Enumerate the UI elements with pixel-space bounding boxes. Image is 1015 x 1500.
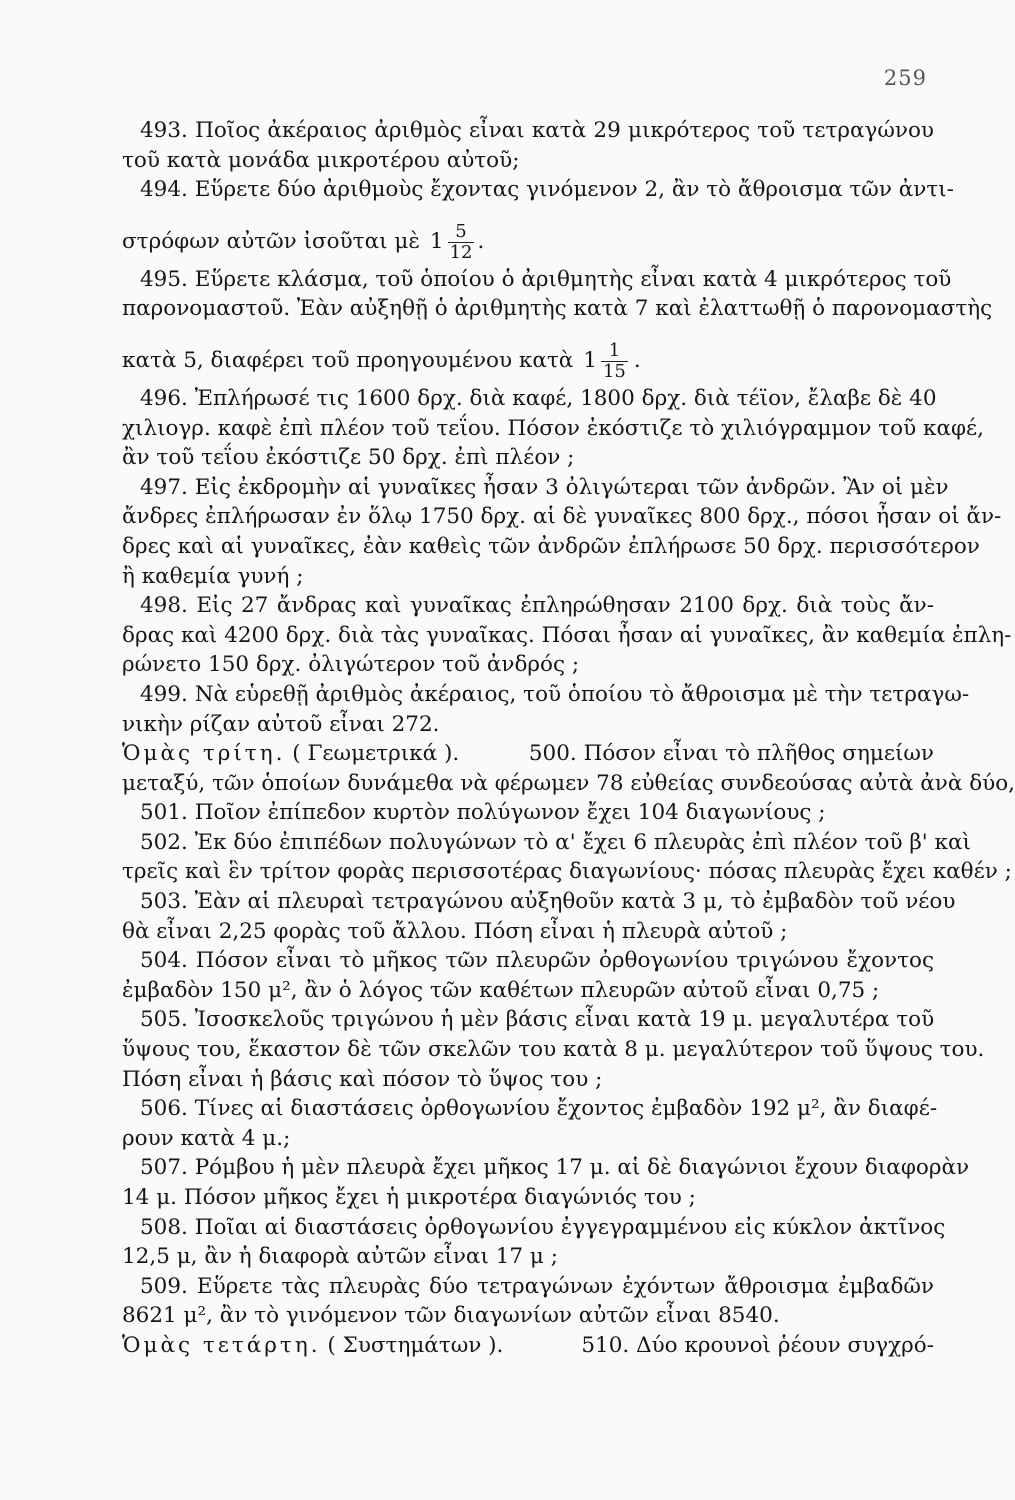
group-4-line-1 bbox=[122, 1331, 934, 1361]
problem-495-line-3 bbox=[122, 324, 934, 384]
mixed-number-whole: 1 bbox=[583, 348, 597, 374]
problem-498-line-1: 498. Εἰς 27 ἄνδρας καὶ γυναῖκας ἐπληρώθησαν 2100 δρχ. διὰ τοὺς ἄν- bbox=[140, 593, 934, 619]
mixed-number-whole: 1 bbox=[429, 229, 444, 255]
problem-508-line-2: 12,5 μ, ἂν ἡ διαφορὰ αὐτῶν εἶναι 17 μ ; bbox=[122, 1244, 558, 1270]
problem-509-line-2: 8621 μ², ἂν τὸ γινόμενον τῶν διαγωνίων αὐτῶν εἶναι 8540. bbox=[122, 1303, 780, 1329]
problem-507-line-1: 507. Ρόμβου ἡ μὲν πλευρὰ ἔχει μῆκος 17 μ. αἱ δὲ διαγώνιοι ἔχουν διαφορὰν bbox=[140, 1155, 970, 1181]
page-number: 259 bbox=[883, 66, 927, 90]
problem-497-line-3: δρες καὶ αἱ γυναῖκες, ἐὰν καθεὶς τῶν ἀνδρῶν ἐπλήρωσε 50 δρχ. περισσότερον bbox=[122, 533, 980, 559]
fraction bbox=[448, 222, 475, 263]
period: . bbox=[477, 229, 485, 255]
problem-500-line-1: 500. Πόσον εἶναι τὸ πλῆθος σημείων bbox=[528, 741, 934, 767]
problem-496-line-2: χιλιογρ. καφὲ ἐπὶ πλέον τοῦ τεΐου. Πόσον ἐκόστιζε τὸ χιλιόγραμμον τοῦ καφέ, bbox=[122, 415, 984, 441]
problem-504-line-1: 504. Πόσον εἶναι τὸ μῆκος τῶν πλευρῶν ὀρθογωνίου τριγώνου ἔχοντος bbox=[140, 948, 934, 974]
group-3-subtitle: ( Γεωμετρικά ). bbox=[292, 741, 460, 767]
problem-499-line-2: νικὴν ρίζαν αὐτοῦ εἶναι 272. bbox=[122, 711, 440, 737]
problem-493-line-2: τοῦ κατὰ μονάδα μικροτέρου αὐτοῦ; bbox=[122, 147, 520, 173]
problem-502-line-1: 502. Ἐκ δύο ἐπιπέδων πολυγώνων τὸ α' ἔχει 6 πλευρὰς ἐπὶ πλέον τοῦ β' καὶ bbox=[140, 829, 971, 855]
problem-493-line-1: 493. Ποῖος ἀκέραιος ἀριθμὸς εἶναι κατὰ 29 μικρότερος τοῦ τετραγώνου bbox=[140, 118, 934, 143]
problem-495-line-1: 495. Εὕρετε κλάσμα, τοῦ ὁποίου ὁ ἀριθμητὴς εἶναι κατὰ 4 μικρότερος τοῦ bbox=[140, 266, 952, 292]
problem-494-text: στρόφων αὐτῶν ἰσοῦται μὲ bbox=[122, 229, 420, 255]
group-3-heading: Ὁμὰς τρίτη. bbox=[122, 741, 286, 767]
problem-498-line-3: ρώνετο 150 δρχ. ὀλιγώτερον τοῦ ἀνδρός ; bbox=[122, 652, 580, 678]
problem-499-line-1: 499. Νὰ εὑρεθῇ ἀριθμὸς ἀκέραιος, τοῦ ὁποίου τὸ ἄθροισμα μὲ τὴν τετραγω- bbox=[140, 681, 970, 707]
fraction-numerator: 5 bbox=[455, 220, 467, 242]
fraction-numerator: 1 bbox=[608, 339, 621, 361]
problem-500-line-2: μεταξύ, τῶν ὁποίων δυνάμεθα νὰ φέρωμεν 78 εὐθείας συνδεούσας αὐτὰ ἀνὰ δύο, bbox=[122, 770, 1015, 796]
problem-497-line-1: 497. Εἰς ἐκδρομὴν αἱ γυναῖκες ἦσαν 3 ὀλιγώτεραι τῶν ἀνδρῶν. Ἂν οἱ μὲν bbox=[140, 474, 949, 500]
group-4-heading-wrap bbox=[122, 1331, 503, 1361]
problem-498-line-2: δρας καὶ 4200 δρχ. διὰ τὰς γυναῖκας. Πόσαι ἦσαν αἱ γυναῖκες, ἂν καθεμία ἐπλη- bbox=[122, 622, 1012, 648]
fraction bbox=[601, 341, 628, 382]
problem-503-line-1: 503. Ἐὰν αἱ πλευραὶ τετραγώνου αὐξηθοῦν κατὰ 3 μ, τὸ ἐμβαδὸν τοῦ νέου bbox=[140, 889, 956, 915]
problem-509-line-1: 509. Εὕρετε τὰς πλευρὰς δύο τετραγώνων ἐχόντων ἄθροισμα ἐμβαδῶν bbox=[140, 1273, 934, 1299]
fraction-denominator: 12 bbox=[449, 241, 473, 263]
problem-494-line-1: 494. Εὕρετε δύο ἀριθμοὺς ἔχοντας γινόμενον 2, ἂν τὸ ἄθροισμα τῶν ἀντι- bbox=[140, 177, 954, 203]
problem-504-line-2: ἐμβαδὸν 150 μ², ἂν ὁ λόγος τῶν καθέτων πλευρῶν αὐτοῦ εἶναι 0,75 ; bbox=[122, 977, 880, 1003]
problem-505-line-2: ὕψους του, ἕκαστον δὲ τῶν σκελῶν του κατὰ 8 μ. μεγαλύτερον τοῦ ὕψους του. bbox=[122, 1037, 985, 1063]
problem-506-line-1: 506. Τίνες αἱ διαστάσεις ὀρθογωνίου ἔχοντος ἐμβαδὸν 192 μ², ἂν διαφέ- bbox=[140, 1096, 938, 1122]
group-4-subtitle: ( Συστημάτων ). bbox=[327, 1332, 504, 1358]
problem-495-line-2: παρονομαστοῦ. Ἐὰν αὐξηθῇ ὁ ἀριθμητὴς κατὰ 7 καὶ ἐλαττωθῇ ὁ παρονομαστὴς bbox=[122, 296, 993, 322]
problem-496-line-1: 496. Ἐπλήρωσέ τις 1600 δρχ. διὰ καφέ, 1800 δρχ. διὰ τέϊον, ἔλαβε δὲ 40 bbox=[140, 385, 937, 411]
problem-505-line-1: 505. Ἰσοσκελοῦς τριγώνου ἡ μὲν βάσις εἶναι κατὰ 19 μ. μεγαλυτέρα τοῦ bbox=[140, 1007, 935, 1033]
group-4-heading: Ὁμὰς τετάρτη. bbox=[122, 1332, 321, 1358]
problem-506-line-2: ρουν κατὰ 4 μ.; bbox=[122, 1125, 291, 1151]
problem-501-line-1: 501. Ποῖον ἐπίπεδον κυρτὸν πολύγωνον ἔχει 104 διαγωνίους ; bbox=[140, 800, 826, 826]
problem-507-line-2: 14 μ. Πόσον μῆκος ἔχει ἡ μικροτέρα διαγώνιός του ; bbox=[122, 1185, 696, 1210]
problem-494-line-2 bbox=[122, 205, 934, 265]
problem-496-line-3: ἂν τοῦ τεΐου ἐκόστιζε 50 δρχ. ἐπὶ πλέον ; bbox=[122, 445, 575, 471]
group-3-line-1 bbox=[122, 739, 934, 769]
problem-502-line-2: τρεῖς καὶ ἓν τρίτον φορὰς περισσοτέρας διαγωνίους· πόσας πλευρὰς ἔχει καθέν ; bbox=[122, 859, 1012, 885]
problem-495-text: κατὰ 5, διαφέρει τοῦ προηγουμένου κατὰ bbox=[122, 348, 574, 374]
problem-503-line-2: θὰ εἶναι 2,25 φορὰς τοῦ ἄλλου. Πόση εἶναι ἡ πλευρὰ αὐτοῦ ; bbox=[122, 918, 788, 944]
problem-497-line-4: ἢ καθεμία γυνή ; bbox=[122, 563, 304, 589]
problem-497-line-2: ἄνδρες ἐπλήρωσαν ἐν ὅλῳ 1750 δρχ. αἱ δὲ γυναῖκες 800 δρχ., πόσοι ἦσαν οἱ ἄν- bbox=[122, 504, 1002, 530]
problem-505-line-3: Πόση εἶναι ἡ βάσις καὶ πόσον τὸ ὕψος του ; bbox=[122, 1066, 603, 1092]
problem-508-line-1: 508. Ποῖαι αἱ διαστάσεις ὀρθογωνίου ἐγγεγραμμένου εἰς κύκλον ἀκτῖνος bbox=[140, 1214, 946, 1240]
page-body bbox=[122, 116, 1015, 1361]
group-3-heading-wrap bbox=[122, 739, 459, 769]
problem-510-line-1: 510. Δύο κρουνοὶ ῥέουν συγχρό- bbox=[581, 1332, 934, 1358]
period: . bbox=[633, 348, 641, 374]
fraction-denominator: 15 bbox=[602, 360, 626, 382]
